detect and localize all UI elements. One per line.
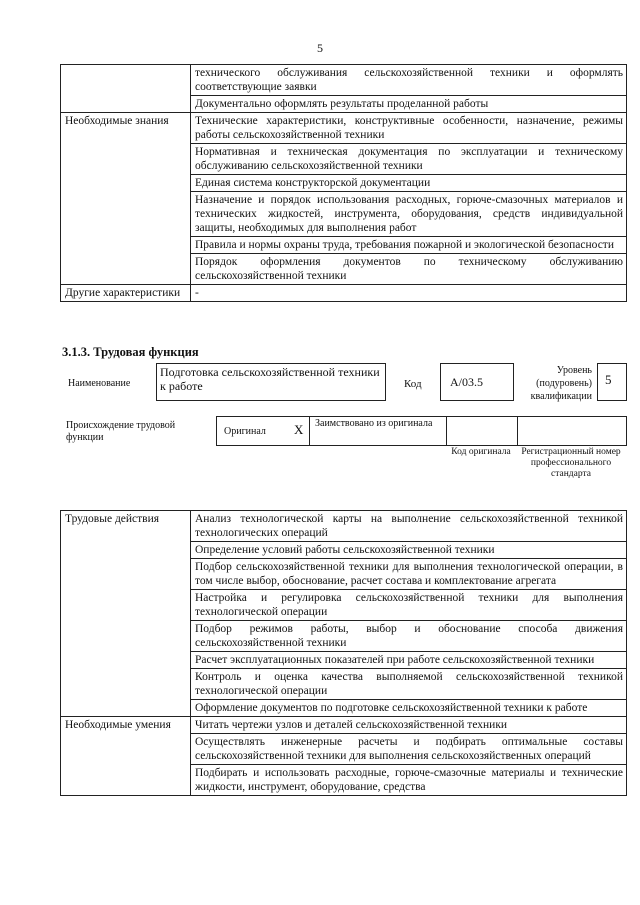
row-item: Определение условий работы сельскохозяйственной техники (191, 542, 627, 559)
row-item: Единая система конструкторской документации (191, 175, 627, 192)
row-item: Подбор сельскохозяйственной техники для выполнения технологической операции, в том числе выбор, обоснование, расчет состава и комплектование агрегата (191, 559, 627, 590)
table-row (61, 113, 627, 144)
code-value: A/03.5 (450, 375, 483, 389)
row-item: Контроль и оценка качества выполняемой сельскохозяйственной техникой технологической операции (191, 669, 627, 700)
knowledge-table (60, 64, 627, 302)
row-item: Нормативная и техническая документация по эксплуатации и техническому обслуживанию сельскохозяйственной техники (191, 144, 627, 175)
row-item: Подбирать и использовать расходные, горюче-смазочные материалы и технические жидкости, инструмент, оборудование, средства (191, 765, 627, 796)
level-value: 5 (605, 372, 612, 387)
row-item: Правила и нормы охраны труда, требования пожарной и экологической безопасности (191, 237, 627, 254)
table-row (61, 285, 627, 302)
original-mark: X (294, 422, 304, 437)
row-item: Настройка и регулировка сельскохозяйственной техники для выполнения технологической операции (191, 590, 627, 621)
code-label: Код (404, 378, 422, 390)
reg-number-box (517, 416, 627, 446)
code-original-box (446, 416, 518, 446)
origin-label: Происхождение трудовой функции (66, 420, 176, 443)
table-row (61, 65, 627, 96)
name-label: Наименование (68, 378, 131, 389)
page-number: 5 (317, 41, 323, 55)
original-label: Оригинал (224, 426, 266, 437)
reg-number-label: Регистрационный номер профессионального стандарта (521, 447, 621, 479)
level-box (597, 363, 627, 401)
row-label: Другие характеристики (61, 285, 191, 302)
row-item: Порядок оформления документов по техническому обслуживанию сельскохозяйственной техники (191, 254, 627, 285)
table-row (61, 717, 627, 734)
row-label (61, 65, 191, 113)
code-original-label: Код оригинала (451, 447, 511, 457)
row-item: Подбор режимов работы, выбор и обоснование способа движения сельскохозяйственной техники (191, 621, 627, 652)
row-label: Трудовые действия (61, 511, 191, 717)
row-item: технического обслуживания сельскохозяйственной техники и оформлять соответствующие заявки (191, 65, 627, 96)
level-label: Уровень (подуровень) квалификации (530, 365, 592, 402)
name-value: Подготовка сельскохозяйственной техники к работе (160, 365, 380, 393)
borrowed-label: Заимствовано из оригинала (315, 418, 433, 429)
row-item: Документально оформлять результаты проделанной работы (191, 96, 627, 113)
row-item: - (191, 285, 627, 302)
row-label: Необходимые знания (61, 113, 191, 285)
row-item: Оформление документов по подготовке сельскохозяйственной техники к работе (191, 700, 627, 717)
section-title: 3.1.3. Трудовая функция (62, 345, 199, 359)
row-item: Осуществлять инженерные расчеты и подбирать оптимальные составы сельскохозяйственной техники для выполнения сельскохозяйственных операций (191, 734, 627, 765)
row-item: Расчет эксплуатационных показателей при работе сельскохозяйственной техники (191, 652, 627, 669)
row-item: Читать чертежи узлов и деталей сельскохозяйственной техники (191, 717, 627, 734)
row-label: Необходимые умения (61, 717, 191, 796)
row-item: Анализ технологической карты на выполнение сельскохозяйственной техникой технологических операций (191, 511, 627, 542)
actions-table (60, 510, 627, 796)
row-item: Технические характеристики, конструктивные особенности, назначение, режимы работы сельскохозяйственной техники (191, 113, 627, 144)
row-item: Назначение и порядок использования расходных, горюче-смазочных материалов и технических жидкостей, инструмента, оборудования, средств индивидуальной защиты, необходимых для выполнения работ (191, 192, 627, 237)
table-row (61, 511, 627, 542)
